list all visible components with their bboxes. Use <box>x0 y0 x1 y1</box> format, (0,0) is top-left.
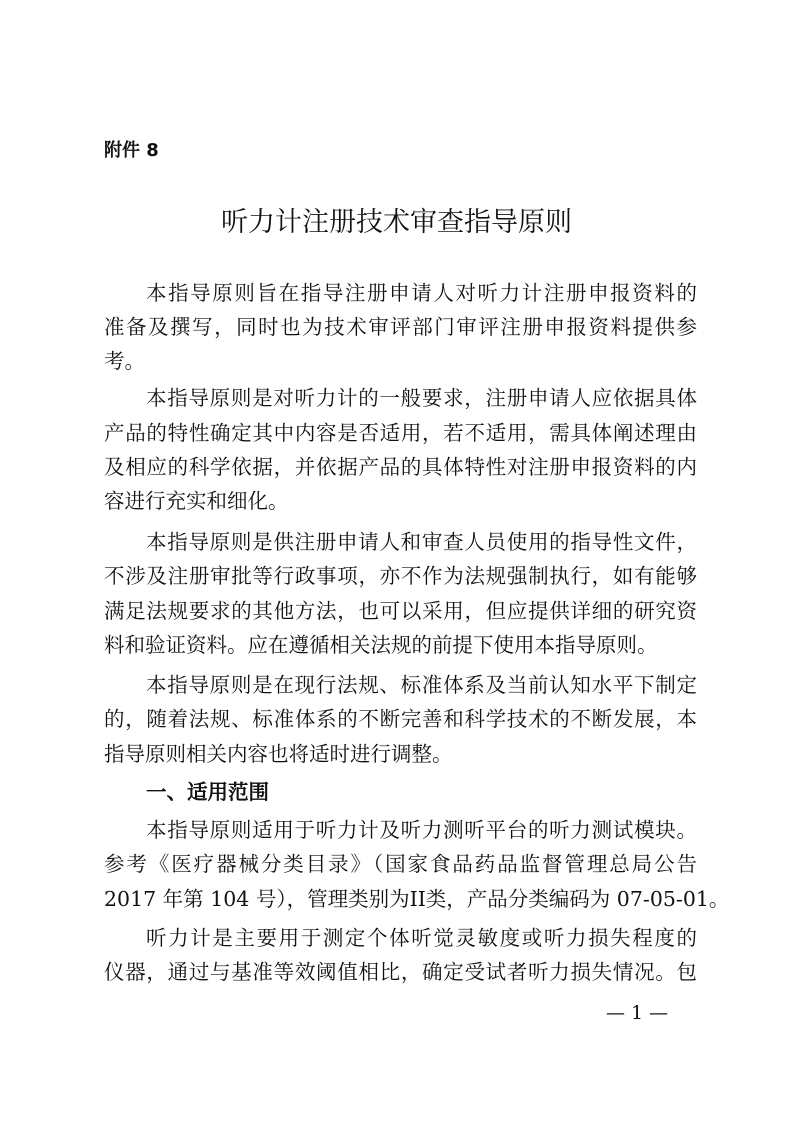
page-number: — 1 — <box>606 1002 669 1024</box>
paragraph-line: 满足法规要求的其他方法，也可以采用，但应提供详细的研究资 <box>104 599 697 623</box>
attachment-label: 附件 8 <box>104 140 159 161</box>
paragraph-line: 2017 年第 104 号），管理类别为II类，产品分类编码为 07-05-01。 <box>104 887 730 911</box>
document-title: 听力计注册技术审查指导原则 <box>221 207 572 238</box>
paragraph-line: 参考《医疗器械分类目录》（国家食品药品监督管理总局公告 <box>104 852 697 876</box>
paragraph-line: 容进行充实和细化。 <box>104 489 289 513</box>
section-heading: 一、适用范围 <box>146 780 269 804</box>
paragraph-line: 考。 <box>104 349 145 373</box>
paragraph-line: 指导原则相关内容也将适时进行调整。 <box>104 742 453 766</box>
paragraph-line: 本指导原则是对听力计的一般要求，注册申请人应依据具体 <box>146 386 697 410</box>
paragraph-line: 产品的特性确定其中内容是否适用，若不适用，需具体阐述理由 <box>104 421 697 445</box>
paragraph-line: 本指导原则是供注册申请人和审查人员使用的指导性文件， <box>146 530 697 554</box>
paragraph-line: 准备及撰写，同时也为技术审评部门审评注册申报资料提供参 <box>104 315 697 339</box>
paragraph-line: 的，随着法规、标准体系的不断完善和科学技术的不断发展，本 <box>104 707 697 731</box>
paragraph-line: 及相应的科学依据，并依据产品的具体特性对注册申报资料的内 <box>104 455 697 479</box>
paragraph-line: 不涉及注册审批等行政事项，亦不作为法规强制执行，如有能够 <box>104 564 697 588</box>
paragraph-line: 本指导原则是在现行法规、标准体系及当前认知水平下制定 <box>146 673 697 697</box>
paragraph-line: 本指导原则旨在指导注册申请人对听力计注册申报资料的 <box>146 281 697 305</box>
paragraph-line: 仪器，通过与基准等效阈值相比，确定受试者听力损失情况。包 <box>104 960 697 984</box>
paragraph-line: 听力计是主要用于测定个体听觉灵敏度或听力损失程度的 <box>146 926 697 950</box>
paragraph-line: 本指导原则适用于听力计及听力测听平台的听力测试模块。 <box>146 818 697 842</box>
paragraph-line: 料和验证资料。应在遵循相关法规的前提下使用本指导原则。 <box>104 633 658 657</box>
